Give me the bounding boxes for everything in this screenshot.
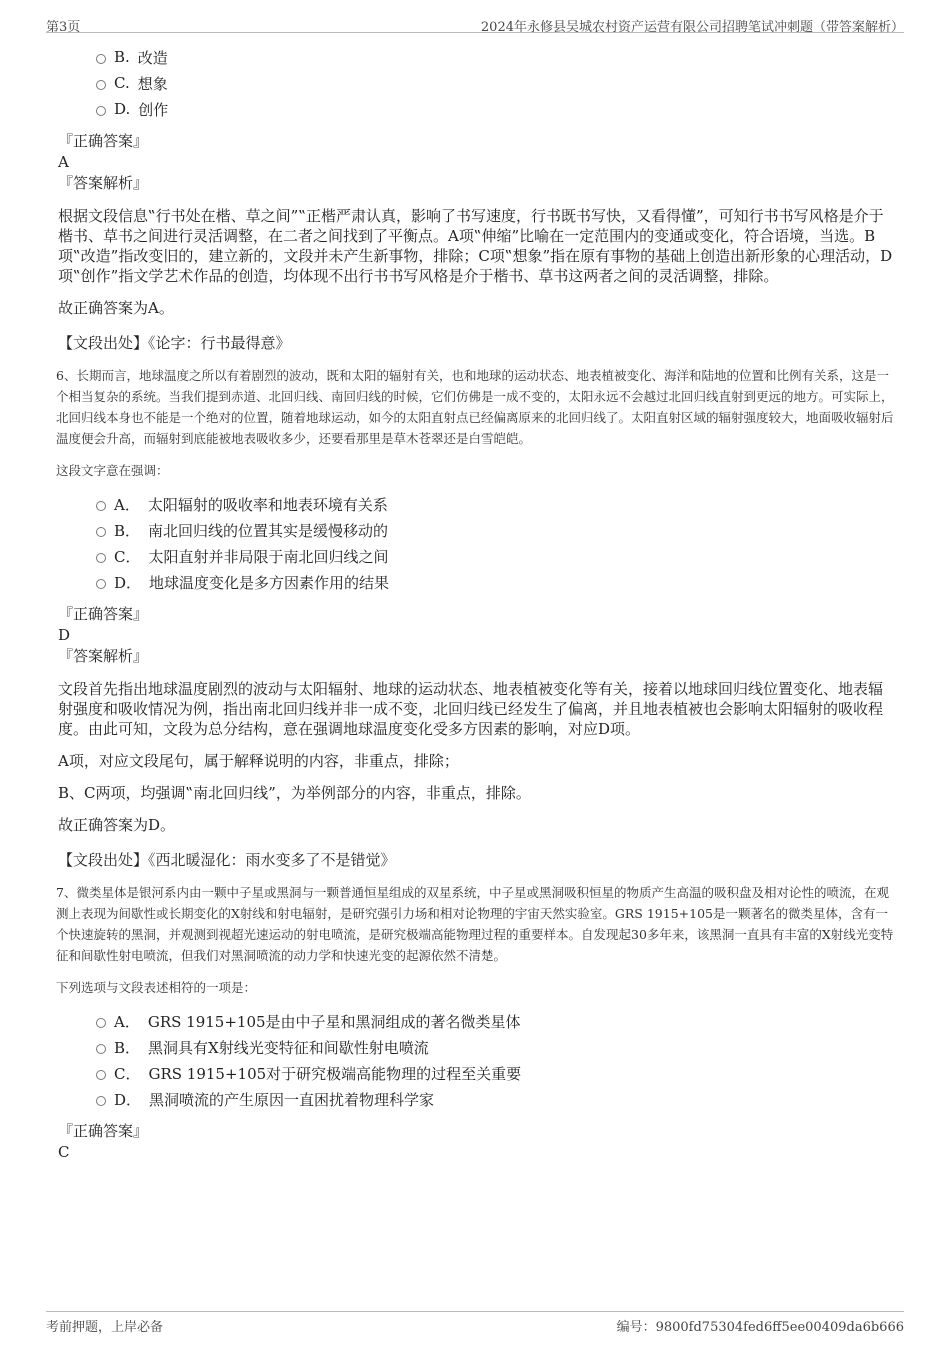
radio-icon[interactable]: [96, 579, 106, 589]
q6-conclusion: 故正确答案为D。: [58, 816, 176, 834]
q5-option-c[interactable]: C. 想象: [96, 70, 896, 96]
page-header: [46, 12, 904, 33]
q6-option-d[interactable]: D． 地球温度变化是多方因素作用的结果: [96, 569, 896, 595]
q5-answer-label: 『正确答案』: [58, 132, 149, 150]
radio-icon[interactable]: [96, 501, 106, 511]
q6-note-a: A项，对应文段尾句，属于解释说明的内容，非重点，排除；: [58, 752, 459, 770]
q7-option-d[interactable]: D． 黑洞喷流的产生原因一直困扰着物理科学家: [96, 1086, 896, 1112]
footer-slogan: 考前押题，上岸必备: [46, 1320, 164, 1335]
q6-option-a[interactable]: A． 太阳辐射的吸收率和地表环境有关系: [96, 491, 896, 517]
radio-icon[interactable]: [96, 553, 106, 563]
q5-answer: A: [58, 153, 69, 171]
q5-option-b[interactable]: B. 改造: [96, 44, 896, 70]
q7-options: [56, 1008, 896, 1112]
q6-source: 【文段出处】《西北暖湿化：雨水变多了不是错觉》: [58, 851, 396, 869]
q5-source: 【文段出处】《论字：行书最得意》: [58, 334, 291, 352]
q7-answer: C: [58, 1143, 70, 1161]
radio-icon[interactable]: [96, 106, 106, 116]
q5-analysis: 根据文段信息‟行书处在楷、草之间”‟正楷严肃认真，影响了书写速度，行书既书写快，又看得懂”，可知行书书写风格是介于楷书、草书之间进行灵活调整，在二者之间找到了平衡点。A项‟伸缩”比喻在一定范围内的变通或变化，符合语境，当选。B项‟改造”指改变旧的，建立新的，文段并未产生新事物，排除；C项‟想象”指在原有事物的基础上创造出新形象的心理活动，D项‟创作”指文学艺术作品的创造，均体现不出行书书写风格是介于楷书、草书这两者之间的灵活调整，排除。: [58, 207, 893, 285]
q7-option-c[interactable]: C． GRS 1915+105对于研究极端高能物理的过程至关重要: [96, 1060, 896, 1086]
radio-icon[interactable]: [96, 1070, 106, 1080]
q6-analysis: 文段首先指出地球温度剧烈的波动与太阳辐射、地球的运动状态、地表植被变化等有关，接着以地球回归线位置变化、地表辐射强度和吸收情况为例，指出南北回归线并非一成不变，北回归线已经发生了偏离，并且地表植被也会影响太阳辐射的吸收程度。由此可知，文段为总分结构，意在强调地球温度变化受多方因素的影响，对应D项。: [58, 680, 884, 738]
document-title: 2024年永修县吴城农村资产运营有限公司招聘笔试冲刺题（带答案解析）: [480, 20, 904, 35]
q6-answer-label: 『正确答案』: [58, 605, 149, 623]
q6-note-bc: B、C两项，均强调‟南北回归线”，为举例部分的内容，非重点，排除。: [58, 784, 531, 802]
radio-icon[interactable]: [96, 1018, 106, 1028]
q6-stem: 这段文字意在强调：: [56, 463, 169, 478]
q6-options: [56, 491, 896, 595]
q7-passage: 7、微类星体是银河系内由一颗中子星或黑洞与一颗普通恒星组成的双星系统，中子星或黑洞吸积恒星的物质产生高温的吸积盘及相对论性的喷流，在观测上表现为间歇性或长期变化的X射线和射电辐射，是研究强引力场和相对论物理的宇宙天然实验室。GRS 1915+105是一颗著名的微类星体，含有一个快速旋转的黑洞，并观测到视超光速运动的射电喷流，是研究极端高能物理过程的重要样本。自发现起30多年来，该黑洞一直具有丰富的X射线光变特征和间歇性射电喷流，但我们对黑洞喷流的动力学和快速光变的起源依然不清楚。: [56, 885, 894, 963]
radio-icon[interactable]: [96, 80, 106, 90]
document-body: [56, 44, 896, 1162]
document-id: 编号：9800fd75304fed6ff5ee00409da6b666: [616, 1320, 904, 1335]
q7-option-a[interactable]: A． GRS 1915+105是由中子星和黑洞组成的著名微类星体: [96, 1008, 896, 1034]
radio-icon[interactable]: [96, 54, 106, 64]
q6-passage: 6、长期而言，地球温度之所以有着剧烈的波动，既和太阳的辐射有关，也和地球的运动状态、地表植被变化、海洋和陆地的位置和比例有关系，这是一个相当复杂的系统。当我们提到赤道、北回归线、南回归线的时候，它们仿佛是一成不变的，太阳永远不会越过北回归线直射到更远的地方。可实际上，北回归线本身也不能是一个绝对的位置，随着地球运动，如今的太阳直射点已经偏离原来的北回归线了。太阳直射区域的辐射强度较大，地面吸收辐射后温度便会升高，而辐射到底能被地表吸收多少，还要看那里是草木苍翠还是白雪皑皑。: [56, 368, 894, 446]
q7-option-b[interactable]: B． 黑洞具有X射线光变特征和间歇性射电喷流: [96, 1034, 896, 1060]
q6-option-b[interactable]: B． 南北回归线的位置其实是缓慢移动的: [96, 517, 896, 543]
radio-icon[interactable]: [96, 1096, 106, 1106]
q7-answer-label: 『正确答案』: [58, 1122, 149, 1140]
radio-icon[interactable]: [96, 1044, 106, 1054]
q5-analysis-label: 『答案解析』: [58, 174, 149, 192]
q6-option-c[interactable]: C． 太阳直射并非局限于南北回归线之间: [96, 543, 896, 569]
q5-conclusion: 故正确答案为A。: [58, 299, 174, 317]
q7-stem: 下列选项与文段表述相符的一项是：: [56, 980, 257, 995]
page-footer: [46, 1311, 904, 1336]
q5-option-d[interactable]: D. 创作: [96, 96, 896, 122]
q6-answer: D: [58, 626, 71, 644]
radio-icon[interactable]: [96, 527, 106, 537]
q5-options: [56, 44, 896, 122]
page-number: 第3页: [46, 20, 81, 35]
q6-analysis-label: 『答案解析』: [58, 647, 149, 665]
